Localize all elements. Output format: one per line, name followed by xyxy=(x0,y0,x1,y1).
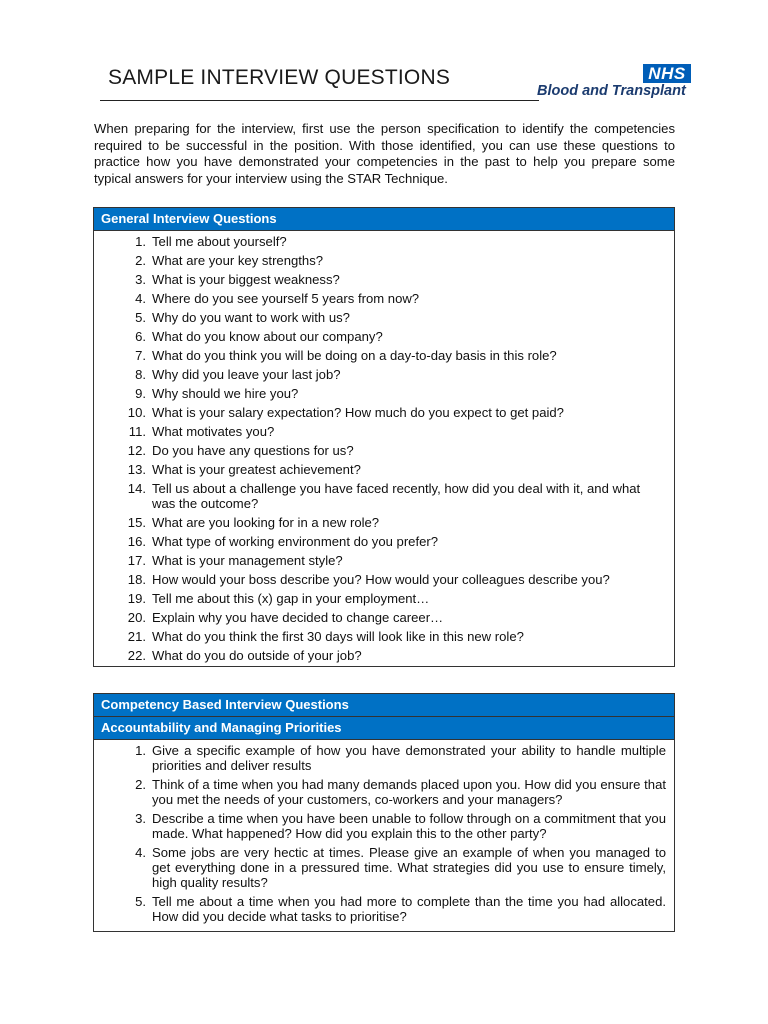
question-number: 22. xyxy=(127,648,146,663)
title-underline xyxy=(100,100,539,101)
question-number: 5. xyxy=(135,894,146,909)
question-item xyxy=(94,386,666,401)
question-text: What are you looking for in a new role? xyxy=(152,515,380,530)
question-text: Tell me about a time when you had more to complete than the time you had allocated. How did you decide what tasks to prioritise? xyxy=(152,894,666,924)
question-item xyxy=(94,845,666,890)
question-number: 19. xyxy=(127,591,146,606)
question-item xyxy=(94,591,666,606)
question-item xyxy=(94,253,666,268)
question-item xyxy=(94,291,666,306)
question-number: 13. xyxy=(127,462,146,477)
question-item xyxy=(94,348,666,363)
question-text: What do you know about our company? xyxy=(152,329,383,344)
page-title: SAMPLE INTERVIEW QUESTIONS xyxy=(108,66,451,89)
general-questions-heading: General Interview Questions xyxy=(94,208,674,231)
question-number: 17. xyxy=(127,553,146,568)
question-item xyxy=(94,648,666,663)
question-text: Think of a time when you had many demands placed upon you. How did you ensure that you met the needs of your customers, co-workers and your managers? xyxy=(152,777,666,807)
intro-paragraph: When preparing for the interview, first use the person specification to identify the competencies required to be successful in the position. With those identified, you can use these questions to practice how you have demonstrated your competencies in the past to help you prepare some typical answers for your interview using the STAR Technique. xyxy=(94,121,675,186)
nhs-logo-mark: NHS xyxy=(643,64,691,83)
question-item xyxy=(94,481,666,511)
question-number: 21. xyxy=(127,629,146,644)
question-text: Why should we hire you? xyxy=(152,386,299,401)
question-item xyxy=(94,272,666,287)
question-item xyxy=(94,443,666,458)
competency-questions-heading: Competency Based Interview Questions xyxy=(94,694,674,717)
question-number: 1. xyxy=(135,743,146,758)
question-text: What do you think you will be doing on a day-to-day basis in this role? xyxy=(152,348,557,363)
question-number: 7. xyxy=(135,348,146,363)
nhs-logo-org-name: Blood and Transplant xyxy=(537,83,686,99)
question-text: What is your salary expectation? How much do you expect to get paid? xyxy=(152,405,564,420)
question-number: 12. xyxy=(127,443,146,458)
question-number: 15. xyxy=(127,515,146,530)
question-text: Tell us about a challenge you have faced recently, how did you deal with it, and what was the outcome? xyxy=(152,481,641,511)
question-item xyxy=(94,629,666,644)
question-item xyxy=(94,777,666,807)
question-text: What type of working environment do you prefer? xyxy=(152,534,439,549)
nhs-logo xyxy=(537,62,701,102)
accountability-subheading: Accountability and Managing Priorities xyxy=(94,717,674,740)
question-text: Give a specific example of how you have demonstrated your ability to handle multiple priorities and deliver results xyxy=(152,743,666,773)
question-text: What are your key strengths? xyxy=(152,253,324,268)
question-item xyxy=(94,329,666,344)
question-text: Tell me about yourself? xyxy=(152,234,287,249)
question-number: 6. xyxy=(135,329,146,344)
question-item xyxy=(94,534,666,549)
question-number: 20. xyxy=(127,610,146,625)
question-text: Do you have any questions for us? xyxy=(152,443,354,458)
question-text: What motivates you? xyxy=(152,424,275,439)
general-questions-table xyxy=(93,207,675,667)
question-number: 4. xyxy=(135,291,146,306)
question-number: 1. xyxy=(135,234,146,249)
question-number: 16. xyxy=(127,534,146,549)
question-number: 9. xyxy=(135,386,146,401)
competency-questions-list xyxy=(94,740,674,931)
question-item xyxy=(94,894,666,924)
question-item xyxy=(94,424,666,439)
general-questions-list xyxy=(94,231,674,666)
question-text: What do you do outside of your job? xyxy=(152,648,362,663)
question-text: What is your management style? xyxy=(152,553,343,568)
competency-questions-table xyxy=(93,693,675,932)
question-number: 18. xyxy=(127,572,146,587)
page-header xyxy=(100,62,700,104)
question-number: 14. xyxy=(127,481,146,496)
question-text: What is your greatest achievement? xyxy=(152,462,361,477)
question-item xyxy=(94,553,666,568)
question-item xyxy=(94,405,666,420)
question-item xyxy=(94,610,666,625)
question-text: How would your boss describe you? How would your colleagues describe you? xyxy=(152,572,610,587)
question-number: 8. xyxy=(135,367,146,382)
question-text: What is your biggest weakness? xyxy=(152,272,340,287)
question-item xyxy=(94,515,666,530)
question-item xyxy=(94,462,666,477)
question-item xyxy=(94,743,666,773)
question-text: Explain why you have decided to change career… xyxy=(152,610,444,625)
question-text: Describe a time when you have been unable to follow through on a commitment that you made. What happened? How did you explain this to the other party? xyxy=(152,811,666,841)
question-number: 4. xyxy=(135,845,146,860)
question-text: What do you think the first 30 days will look like in this new role? xyxy=(152,629,524,644)
question-number: 5. xyxy=(135,310,146,325)
question-text: Some jobs are very hectic at times. Please give an example of when you managed to get everything done in a pressured time. What strategies did you use to ensure timely, high quality results? xyxy=(152,845,666,890)
question-item xyxy=(94,572,666,587)
question-number: 2. xyxy=(135,253,146,268)
question-item xyxy=(94,811,666,841)
question-text: Why did you leave your last job? xyxy=(152,367,341,382)
question-number: 2. xyxy=(135,777,146,792)
question-text: Tell me about this (x) gap in your employment… xyxy=(152,591,430,606)
question-number: 3. xyxy=(135,272,146,287)
question-number: 10. xyxy=(127,405,146,420)
question-item xyxy=(94,234,666,249)
question-text: Why do you want to work with us? xyxy=(152,310,350,325)
question-item xyxy=(94,367,666,382)
question-number: 3. xyxy=(135,811,146,826)
question-text: Where do you see yourself 5 years from now? xyxy=(152,291,420,306)
question-number: 11. xyxy=(128,424,146,439)
question-item xyxy=(94,310,666,325)
